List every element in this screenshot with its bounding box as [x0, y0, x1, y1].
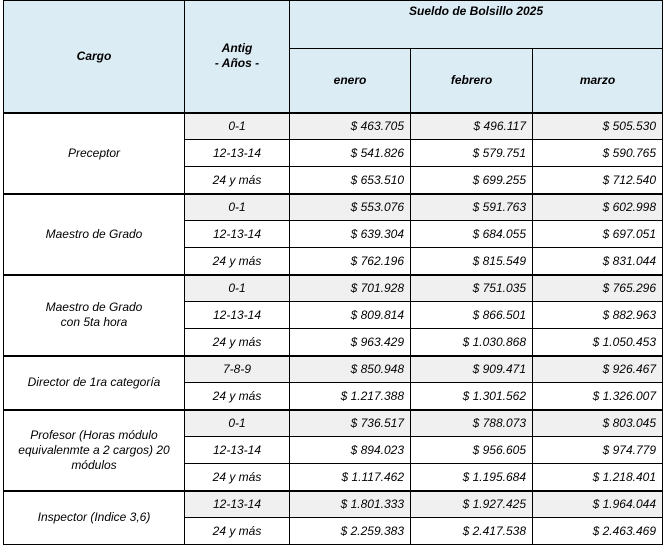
salary-value-cell: $ 809.814	[290, 302, 411, 329]
salary-value-cell: $ 699.255	[411, 167, 533, 194]
cargo-line: Inspector (Indice 3,6)	[37, 510, 151, 525]
antig-cell: 24 y más	[185, 518, 290, 545]
cargo-line: Maestro de Grado	[45, 226, 143, 241]
salary-value-cell: $ 712.540	[533, 167, 663, 194]
cargo-line: Director de 1ra categoría	[27, 375, 161, 389]
cargo-line: Profesor (Horas módulo	[30, 427, 158, 442]
salary-value-cell: $ 963.429	[290, 329, 411, 356]
salary-value-cell: $ 866.501	[411, 302, 533, 329]
salary-value-cell: $ 1.326.007	[533, 383, 663, 410]
antig-cell: 0-1	[185, 194, 290, 221]
cargo-line: módulos	[71, 457, 117, 472]
salary-value-cell: $ 736.517	[290, 410, 411, 437]
salary-value-cell: $ 701.928	[290, 275, 411, 302]
table-row	[4, 275, 663, 302]
antig-cell: 0-1	[185, 113, 290, 140]
salary-value-cell: $ 882.963	[533, 302, 663, 329]
header-month-enero: enero	[290, 49, 411, 113]
table-row	[4, 410, 663, 437]
salary-value-cell: $ 894.023	[290, 437, 411, 464]
salary-value-cell: $ 463.705	[290, 113, 411, 140]
cargo-line: Preceptor	[67, 145, 121, 160]
salary-value-cell: $ 1.030.868	[411, 329, 533, 356]
salary-value-cell: $ 1.217.388	[290, 383, 411, 410]
cargo-line: equivalenmte a 2 cargos) 20	[18, 442, 170, 457]
antig-cell: 24 y más	[185, 464, 290, 491]
salary-value-cell: $ 496.117	[411, 113, 533, 140]
antig-cell: 24 y más	[185, 329, 290, 356]
salary-table-body	[4, 113, 663, 545]
cargo-cell	[4, 113, 185, 194]
salary-table	[3, 0, 663, 545]
table-row	[4, 356, 663, 383]
cargo-cell	[4, 194, 185, 275]
salary-value-cell: $ 1.218.401	[533, 464, 663, 491]
salary-value-cell: $ 553.076	[290, 194, 411, 221]
salary-value-cell: $ 1.801.333	[290, 491, 411, 518]
salary-value-cell: $ 788.073	[411, 410, 533, 437]
header-sueldo: Sueldo de Bolsillo 2025	[290, 1, 663, 49]
salary-value-cell: $ 762.196	[290, 248, 411, 275]
cargo-line: con 5ta hora	[60, 315, 128, 329]
cargo-line: Maestro de Grado	[45, 300, 143, 314]
antig-cell: 24 y más	[185, 383, 290, 410]
salary-value-cell: $ 1.117.462	[290, 464, 411, 491]
salary-value-cell: $ 803.045	[533, 410, 663, 437]
table-row	[4, 491, 663, 518]
salary-value-cell: $ 926.467	[533, 356, 663, 383]
header-antig	[185, 1, 290, 113]
salary-value-cell: $ 1.964.044	[533, 491, 663, 518]
antig-cell: 12-13-14	[185, 140, 290, 167]
cargo-cell	[4, 410, 185, 491]
salary-value-cell: $ 850.948	[290, 356, 411, 383]
cargo-cell	[4, 275, 185, 356]
salary-value-cell: $ 590.765	[533, 140, 663, 167]
salary-value-cell: $ 751.035	[411, 275, 533, 302]
salary-value-cell: $ 815.549	[411, 248, 533, 275]
antig-cell: 0-1	[185, 275, 290, 302]
salary-value-cell: $ 2.259.383	[290, 518, 411, 545]
salary-value-cell: $ 956.605	[411, 437, 533, 464]
antig-cell: 12-13-14	[185, 302, 290, 329]
salary-value-cell: $ 505.530	[533, 113, 663, 140]
antig-cell: 0-1	[185, 410, 290, 437]
header-antig-line2: - Años -	[214, 56, 260, 71]
antig-cell: 12-13-14	[185, 221, 290, 248]
salary-value-cell: $ 2.417.538	[411, 518, 533, 545]
header-month-marzo: marzo	[533, 49, 663, 113]
cargo-cell	[4, 491, 185, 545]
salary-value-cell: $ 639.304	[290, 221, 411, 248]
salary-value-cell: $ 909.471	[411, 356, 533, 383]
salary-value-cell: $ 684.055	[411, 221, 533, 248]
salary-value-cell: $ 974.779	[533, 437, 663, 464]
salary-value-cell: $ 1.927.425	[411, 491, 533, 518]
salary-value-cell: $ 1.301.562	[411, 383, 533, 410]
salary-value-cell: $ 541.826	[290, 140, 411, 167]
salary-value-cell: $ 831.044	[533, 248, 663, 275]
table-row	[4, 194, 663, 221]
salary-value-cell: $ 2.463.469	[533, 518, 663, 545]
salary-value-cell: $ 1.050.453	[533, 329, 663, 356]
salary-value-cell: $ 653.510	[290, 167, 411, 194]
salary-value-cell: $ 1.195.684	[411, 464, 533, 491]
antig-cell: 12-13-14	[185, 437, 290, 464]
salary-value-cell: $ 602.998	[533, 194, 663, 221]
header-antig-line1: Antig	[221, 41, 253, 56]
antig-cell: 7-8-9	[185, 356, 290, 383]
table-row	[4, 113, 663, 140]
antig-cell: 24 y más	[185, 248, 290, 275]
salary-value-cell: $ 591.763	[411, 194, 533, 221]
cargo-cell	[4, 356, 185, 410]
header-cargo: Cargo	[4, 1, 185, 113]
antig-cell: 24 y más	[185, 167, 290, 194]
salary-value-cell: $ 579.751	[411, 140, 533, 167]
antig-cell: 12-13-14	[185, 491, 290, 518]
salary-value-cell: $ 765.296	[533, 275, 663, 302]
salary-value-cell: $ 697.051	[533, 221, 663, 248]
header-month-febrero: febrero	[411, 49, 533, 113]
